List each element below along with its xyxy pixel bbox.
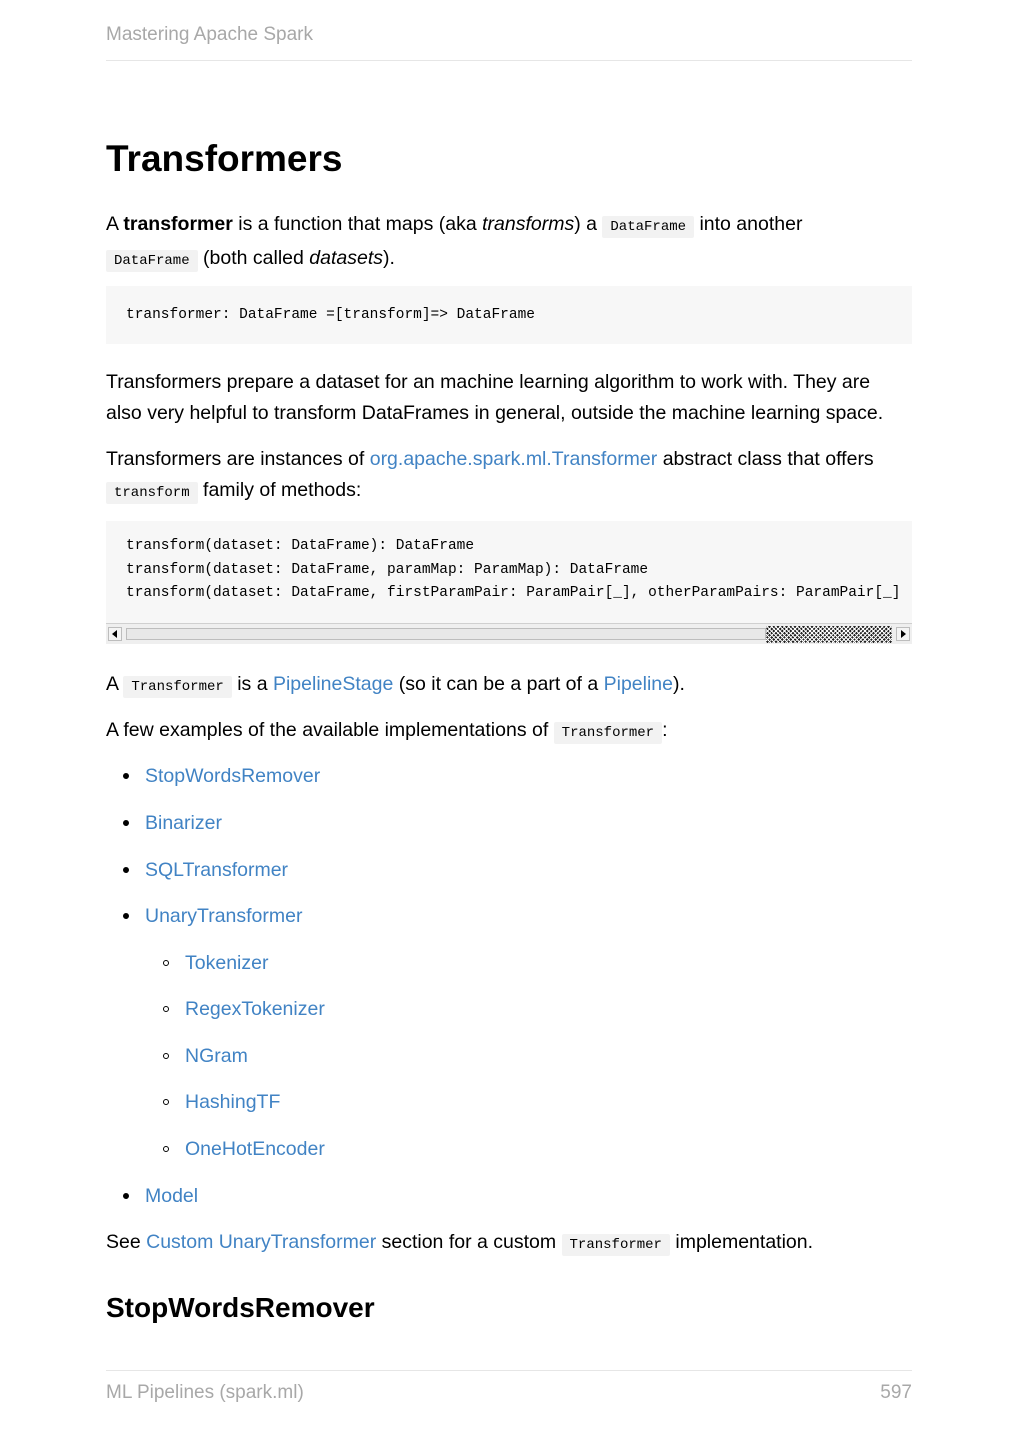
scroll-left-icon[interactable] bbox=[108, 627, 122, 641]
link-binarizer[interactable]: Binarizer bbox=[145, 812, 222, 834]
list-item bbox=[145, 810, 222, 836]
code-line-1: transform(dataset: DataFrame): DataFrame bbox=[126, 538, 475, 554]
paragraph-prepare-line2: also very helpful to transform DataFrames in general, outside the machine learning space. bbox=[106, 402, 884, 424]
inline-code-dataframe-2: DataFrame bbox=[106, 250, 198, 272]
examples-text-a: A few examples of the available implementations of bbox=[106, 719, 554, 741]
intro-text-d: into another bbox=[694, 213, 803, 235]
code-horizontal-scrollbar[interactable] bbox=[106, 623, 912, 644]
pipelinestage-text-b: is a bbox=[231, 673, 273, 695]
paragraph-see-custom bbox=[106, 1227, 912, 1261]
link-pipeline[interactable]: Pipeline bbox=[603, 673, 673, 695]
see-text-b: section for a custom bbox=[376, 1231, 562, 1253]
list-item bbox=[185, 1043, 248, 1069]
code-block-signature: transformer: DataFrame =[transform]=> DataFrame bbox=[106, 286, 912, 344]
circle-bullet-icon bbox=[163, 960, 169, 966]
inline-code-transformer: Transformer bbox=[123, 676, 231, 698]
link-unarytransformer[interactable]: UnaryTransformer bbox=[145, 905, 303, 927]
bullet-icon bbox=[123, 867, 129, 873]
list-item bbox=[185, 950, 268, 976]
footer-chapter: ML Pipelines (spark.ml) bbox=[106, 1382, 304, 1403]
code-line-2: transform(dataset: DataFrame, paramMap: ParamMap): DataFrame bbox=[126, 561, 649, 578]
list-item bbox=[185, 1089, 280, 1115]
intro-text-c: ) a bbox=[574, 213, 603, 235]
scrollbar-thumb[interactable] bbox=[766, 626, 892, 643]
paragraph-examples bbox=[106, 715, 912, 749]
list-item bbox=[145, 903, 302, 929]
list-item bbox=[145, 763, 320, 789]
bullet-icon bbox=[123, 773, 129, 779]
inline-code-transformer-2: Transformer bbox=[554, 722, 662, 744]
inline-code-transformer-3: Transformer bbox=[562, 1234, 670, 1256]
link-stopwordsremover[interactable]: StopWordsRemover bbox=[145, 765, 321, 787]
pipelinestage-text-d: ). bbox=[673, 673, 685, 695]
inline-code-dataframe: DataFrame bbox=[602, 216, 694, 238]
paragraph-pipelinestage bbox=[106, 669, 912, 703]
bullet-icon bbox=[123, 1193, 129, 1199]
paragraph-prepare-line1: Transformers prepare a dataset for an machine learning algorithm to work with. They are bbox=[106, 371, 871, 393]
intro-text-a: A bbox=[106, 213, 124, 235]
footer-rule bbox=[106, 1370, 912, 1371]
link-tokenizer[interactable]: Tokenizer bbox=[185, 952, 269, 974]
section-title-stopwordsremover: StopWordsRemover bbox=[106, 1292, 375, 1323]
link-onehotencoder[interactable]: OneHotEncoder bbox=[185, 1138, 325, 1160]
list-item bbox=[185, 996, 325, 1022]
examples-text-b: : bbox=[662, 719, 668, 741]
footer-page-number: 597 bbox=[880, 1382, 912, 1403]
scroll-right-icon[interactable] bbox=[896, 627, 910, 641]
list-item bbox=[145, 1183, 198, 1209]
header-rule bbox=[106, 60, 912, 61]
intro-text-f: ). bbox=[383, 247, 395, 269]
intro-italic-transforms: transforms bbox=[482, 213, 575, 235]
pipelinestage-text-a: A bbox=[106, 673, 124, 695]
page bbox=[106, 0, 912, 1440]
intro-text-e: (both called bbox=[197, 247, 310, 269]
scrollbar-track[interactable] bbox=[126, 628, 766, 640]
circle-bullet-icon bbox=[163, 1146, 169, 1152]
list-item bbox=[145, 857, 288, 883]
instances-text-a: Transformers are instances of bbox=[106, 448, 370, 470]
circle-bullet-icon bbox=[163, 1006, 169, 1012]
paragraph-prepare bbox=[106, 367, 912, 429]
link-transformer-class[interactable]: org.apache.spark.ml.Transformer bbox=[369, 448, 658, 470]
link-pipelinestage[interactable]: PipelineStage bbox=[272, 673, 394, 695]
circle-bullet-icon bbox=[163, 1099, 169, 1105]
link-ngram[interactable]: NGram bbox=[185, 1045, 248, 1067]
intro-text-b: is a function that maps (aka bbox=[232, 213, 483, 235]
bullet-icon bbox=[123, 820, 129, 826]
intro-bold-transformer: transformer bbox=[123, 213, 233, 235]
intro-paragraph bbox=[106, 209, 912, 277]
inline-code-transform: transform bbox=[106, 482, 198, 504]
link-sqltransformer[interactable]: SQLTransformer bbox=[145, 859, 289, 881]
intro-italic-datasets: datasets bbox=[309, 247, 383, 269]
pipelinestage-text-c: (so it can be a part of a bbox=[393, 673, 604, 695]
running-header: Mastering Apache Spark bbox=[106, 24, 314, 45]
circle-bullet-icon bbox=[163, 1053, 169, 1059]
page-title: Transformers bbox=[106, 138, 343, 179]
paragraph-instances bbox=[106, 444, 912, 509]
list-item bbox=[185, 1136, 325, 1162]
link-hashingtf[interactable]: HashingTF bbox=[185, 1091, 281, 1113]
instances-text-b: abstract class that offers bbox=[657, 448, 874, 470]
link-custom-unarytransformer[interactable]: Custom UnaryTransformer bbox=[146, 1231, 377, 1253]
link-model[interactable]: Model bbox=[145, 1185, 199, 1207]
see-text-a: See bbox=[106, 1231, 147, 1253]
code-line-3: transform(dataset: DataFrame, firstParamPair: ParamPair[_], otherParamPairs: ParamPair[_] bbox=[126, 585, 901, 601]
instances-text-c: family of methods: bbox=[197, 479, 362, 501]
bullet-icon bbox=[123, 913, 129, 919]
see-text-c: implementation. bbox=[669, 1231, 814, 1253]
link-regextokenizer[interactable]: RegexTokenizer bbox=[185, 998, 325, 1020]
